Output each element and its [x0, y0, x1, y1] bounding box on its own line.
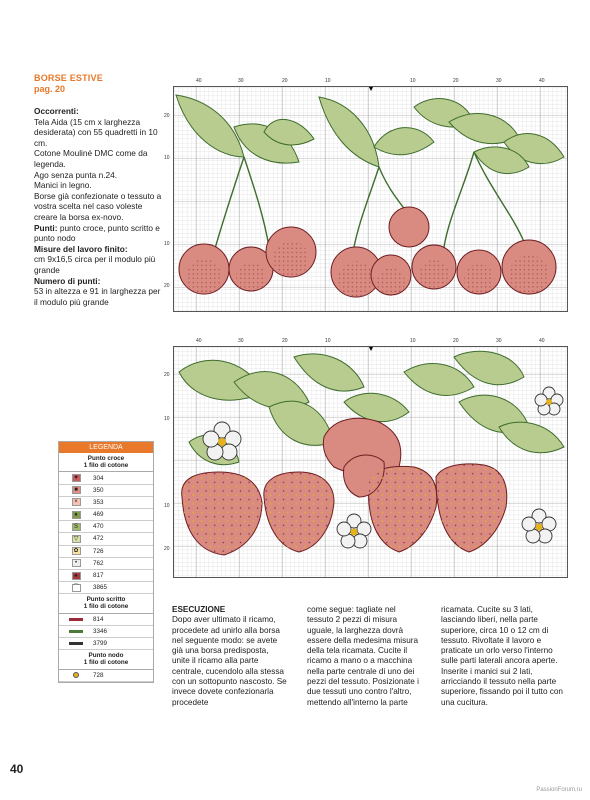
legend-swatch: [59, 559, 93, 567]
swatch-symbol: ■: [72, 486, 81, 494]
legend-swatch: [59, 642, 93, 645]
strawberry-pattern-chart: [173, 346, 568, 578]
legend-swatch: [59, 486, 93, 494]
legend-code: 728: [93, 671, 104, 679]
legend-swatch: [59, 572, 93, 580]
legend-code: 726: [93, 547, 104, 555]
watermark: PassionForum.ru: [536, 787, 582, 793]
strawberry-pattern-svg: [174, 347, 568, 578]
ruler-label: 20: [453, 338, 459, 344]
legend-scritto-title-text: Punto scritto 1 filo di cotone: [83, 596, 129, 611]
legend-code: 762: [93, 559, 104, 567]
ruler-label: 40: [196, 78, 202, 84]
ruler-label: 20: [164, 283, 170, 289]
legend-code: 814: [93, 615, 104, 623]
legend-row-470: [59, 521, 153, 533]
legend-row-304: [59, 472, 153, 484]
ruler-label: 20: [453, 78, 459, 84]
ruler-label: 30: [238, 78, 244, 84]
ruler-label: 40: [539, 78, 545, 84]
occorrenti-heading: Occorrenti:: [34, 106, 79, 116]
ruler-label: 10: [325, 78, 331, 84]
legend-row-350: [59, 485, 153, 497]
occorrenti-line: Manici in legno.: [34, 180, 92, 191]
swatch-symbol: ⌒: [72, 584, 79, 591]
legend-row-3346: [59, 626, 153, 638]
ruler-label: 40: [539, 338, 545, 344]
legend-row-726: [59, 546, 153, 558]
numero-heading: Numero di punti:: [34, 275, 101, 286]
misure-heading: Misure del lavoro finito:: [34, 243, 128, 254]
ruler-label: 30: [496, 78, 502, 84]
legend-row-762: [59, 558, 153, 570]
numero-text: 53 in altezza e 91 in larghezza per il modulo più grande: [34, 286, 161, 307]
ruler-label: 20: [164, 113, 170, 119]
legend-panel: [58, 441, 154, 683]
ruler-label: 30: [238, 338, 244, 344]
materials-block: [34, 106, 162, 307]
legend-row-3865: [59, 582, 153, 594]
ruler-label: 10: [164, 416, 170, 422]
occorrenti-line: Cotone Mouliné DMC come da legenda.: [34, 148, 148, 169]
ruler-label: 20: [164, 372, 170, 378]
legend-code: 3799: [93, 640, 108, 648]
swatch-symbol: ✿: [73, 548, 79, 555]
legend-code: 3865: [93, 584, 108, 592]
punti-text: punto croce, punto scritto e punto nodo: [34, 222, 160, 244]
ruler-label: 20: [282, 338, 288, 344]
legend-row-814: [59, 614, 153, 626]
legend-swatch: [59, 618, 93, 621]
ruler-label: 10: [325, 338, 331, 344]
esecuzione-text-2: come segue: tagliate nel tessuto 2 pezzi di misura uguale, la larghezza dovrà essere della medesima misura della tela ricamata. Cucite il ricamo a mano o a macchina nella parte centrale di uno dei pezzi del tessuto. Posizionate i due tessuti uno contro l'altro, mettendo all'interno la parte: [307, 605, 419, 707]
punti-heading: Punti:: [34, 222, 58, 233]
legend-swatch: [59, 498, 93, 506]
legend-code: 817: [93, 572, 104, 579]
ruler-label: 10: [164, 241, 170, 247]
swatch-symbol: •: [72, 559, 81, 567]
esecuzione-column-3: [441, 605, 567, 708]
swatch-knot: [73, 672, 79, 678]
legend-nodo-title: [59, 650, 153, 669]
occorrenti-line: Tela Aida (15 cm x larghezza desiderata) con 55 quadretti in 10 cm.: [34, 116, 158, 148]
legend-code: 470: [93, 523, 104, 531]
swatch-line: [69, 642, 83, 645]
legend-code: 304: [93, 474, 104, 482]
swatch-line: [69, 630, 83, 633]
esecuzione-column-1: [172, 605, 288, 708]
esecuzione-heading: ESECUZIONE: [172, 605, 226, 614]
esecuzione-text-3: ricamata. Cucite su 3 lati, lasciando liberi, nella parte superiore, circa 10 o 12 cm di tessuto. Rivoltate il lavoro e praticate un orlo verso l'interno sulle parti laterali ancora aperte. Inserite i manici sui 2 lati, arricciando il tessuto nella parte superiore, fissando poi il tutto con una cucitura.: [441, 605, 563, 707]
occorrenti-line: Borse già confezionate o tessuto a vostra scelta nel caso voleste creare la borsa ex-novo.: [34, 190, 162, 222]
legend-code: 469: [93, 511, 104, 519]
legend-swatch: [59, 474, 93, 482]
legend-row-472: [59, 533, 153, 545]
ruler-label: 10: [410, 78, 416, 84]
legend-header: LEGENDA: [59, 442, 153, 453]
legend-croce-title-text: Punto croce 1 filo di cotone: [83, 455, 129, 470]
legend-code: 472: [93, 535, 104, 543]
legend-swatch: [59, 511, 93, 519]
swatch-symbol: ♦: [72, 511, 81, 519]
legend-scritto-title: [59, 594, 153, 613]
occorrenti-line: Ago senza punta n.24.: [34, 169, 118, 180]
ruler-label: 20: [164, 546, 170, 552]
cherry-pattern-chart: [173, 86, 568, 312]
ruler-label: 20: [282, 78, 288, 84]
ruler-label: 40: [196, 338, 202, 344]
page-subtitle: pag. 20: [34, 84, 66, 94]
legend-swatch: [59, 523, 93, 531]
legend-code: 353: [93, 498, 104, 506]
legend-swatch: [59, 630, 93, 633]
legend-row-3799: [59, 638, 153, 650]
swatch-symbol: ♥: [72, 474, 81, 482]
swatch-symbol: ×: [72, 498, 81, 506]
swatch-line: [69, 618, 83, 621]
legend-code: 3346: [93, 627, 108, 635]
legend-row-469: [59, 509, 153, 521]
legend-code: 350: [93, 486, 104, 494]
ruler-label: 10: [164, 155, 170, 161]
page-number: 40: [10, 762, 24, 776]
ruler-label: 30: [496, 338, 502, 344]
swatch-symbol: ▽: [72, 535, 81, 543]
ruler-label: 10: [164, 503, 170, 509]
legend-nodo-title-text: Punto nodo 1 filo di cotone: [83, 652, 129, 667]
legend-swatch: [59, 584, 93, 592]
legend-row-817: [59, 570, 153, 582]
esecuzione-column-2: [307, 605, 421, 708]
legend-croce-title: [59, 453, 153, 472]
legend-swatch: [59, 535, 93, 543]
cherry-pattern-svg: [174, 87, 568, 312]
ruler-label: 10: [410, 338, 416, 344]
swatch-symbol: ♠: [72, 572, 81, 580]
legend-swatch: [59, 547, 93, 555]
page-title: BORSE ESTIVE: [34, 73, 103, 83]
swatch-symbol: S: [72, 523, 81, 531]
esecuzione-text-1: Dopo aver ultimato il ricamo, procedete ad unirlo alla borsa nel seguente modo: se avete già una borsa predisposta, unite il ricamo alla parte centrale, cucendolo alla stessa con un sottopunto nascosto. Se invece dovete confezionarla procedete: [172, 615, 287, 707]
legend-row-728: [59, 670, 153, 682]
legend-swatch: [59, 672, 93, 678]
legend-row-353: [59, 497, 153, 509]
misure-text: cm 9x16,5 circa per il modulo più grande: [34, 254, 156, 275]
